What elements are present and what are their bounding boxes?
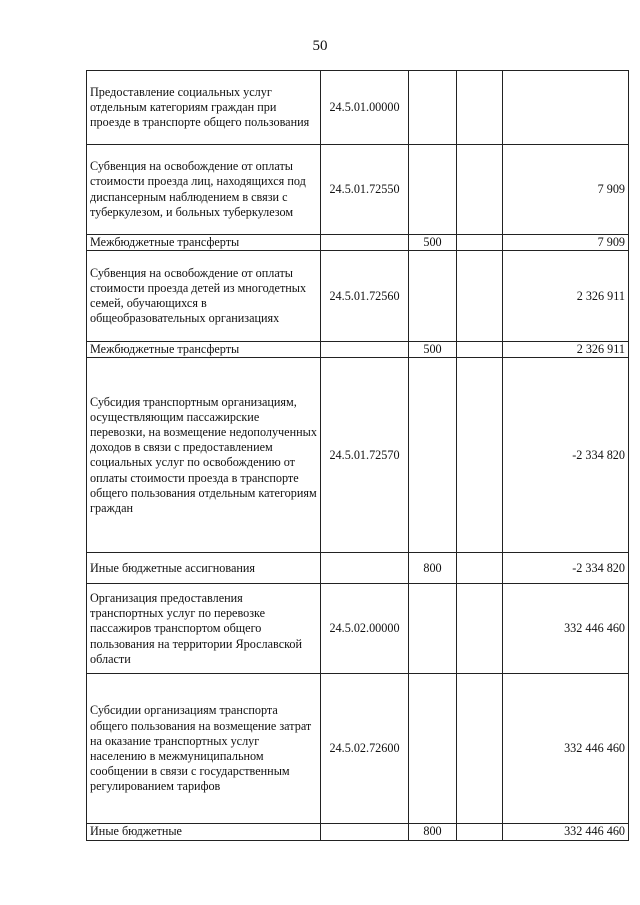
table-row: [87, 145, 629, 235]
page-number: 50: [312, 38, 328, 54]
row-code: [321, 824, 409, 840]
table-row: [87, 584, 629, 674]
row-empty-cell: [457, 584, 503, 674]
row-empty-cell: [457, 824, 503, 840]
row-name: Субвенция на освобождение от оплаты стоимости проезда детей из многодетных семей, обучающихся в общеобразовательных организациях: [87, 251, 321, 342]
row-expense-type: [409, 251, 457, 342]
row-amount: -2 334 820: [503, 553, 629, 584]
row-expense-type: 500: [409, 342, 457, 358]
row-expense-type: [409, 584, 457, 674]
row-empty-cell: [457, 251, 503, 342]
row-name: Иные бюджетные: [87, 824, 321, 840]
row-expense-type: 800: [409, 824, 457, 840]
row-amount: 332 446 460: [503, 584, 629, 674]
table-row: [87, 824, 629, 840]
row-expense-type: [409, 674, 457, 824]
row-code: 24.5.01.72570: [321, 358, 409, 553]
row-expense-type: [409, 145, 457, 235]
row-amount: 7 909: [503, 235, 629, 251]
row-code: [321, 342, 409, 358]
row-code: 24.5.01.72560: [321, 251, 409, 342]
row-code: 24.5.01.00000: [321, 71, 409, 145]
row-name: Субсидия транспортным организациям, осуществляющим пассажирские перевозки, на возмещение недополученных доходов в связи с предоставлением социальных услуг по освобождению от оплаты стоимости проезда в транспорте общего пользования отдельным категориям граждан: [87, 358, 321, 553]
table-row: [87, 553, 629, 584]
row-expense-type: 500: [409, 235, 457, 251]
row-code: [321, 553, 409, 584]
budget-table: [86, 70, 629, 841]
row-empty-cell: [457, 342, 503, 358]
row-code: 24.5.01.72550: [321, 145, 409, 235]
row-amount: 332 446 460: [503, 824, 629, 840]
row-amount: 2 326 911: [503, 251, 629, 342]
row-empty-cell: [457, 674, 503, 824]
table-row: [87, 674, 629, 824]
row-code: [321, 235, 409, 251]
row-name: Организация предоставления транспортных услуг по перевозке пассажиров транспортом общего пользования на территории Ярославской области: [87, 584, 321, 674]
row-code: 24.5.02.00000: [321, 584, 409, 674]
table-row: [87, 342, 629, 358]
row-code: 24.5.02.72600: [321, 674, 409, 824]
row-name: Межбюджетные трансферты: [87, 342, 321, 358]
table-row: [87, 235, 629, 251]
row-name: Субвенция на освобождение от оплаты стоимости проезда лиц, находящихся под диспансерным наблюдением в связи с туберкулезом, и больных туберкулезом: [87, 145, 321, 235]
row-amount: 7 909: [503, 145, 629, 235]
row-expense-type: [409, 358, 457, 553]
row-expense-type: [409, 71, 457, 145]
row-name: Предоставление социальных услуг отдельным категориям граждан при проезде в транспорте общего пользования: [87, 71, 321, 145]
row-name: Межбюджетные трансферты: [87, 235, 321, 251]
row-empty-cell: [457, 553, 503, 584]
row-empty-cell: [457, 358, 503, 553]
row-expense-type: 800: [409, 553, 457, 584]
row-empty-cell: [457, 145, 503, 235]
row-amount: -2 334 820: [503, 358, 629, 553]
table-row: [87, 251, 629, 342]
row-amount: [503, 71, 629, 145]
row-amount: 2 326 911: [503, 342, 629, 358]
row-name: Иные бюджетные ассигнования: [87, 553, 321, 584]
row-empty-cell: [457, 235, 503, 251]
row-name: Субсидии организациям транспорта общего пользования на возмещение затрат на оказание транспортных услуг населению в межмуниципальном сообщении в связи с государственным регулированием тарифов: [87, 674, 321, 824]
row-empty-cell: [457, 71, 503, 145]
table-row: [87, 358, 629, 553]
table-row: [87, 71, 629, 145]
row-amount: 332 446 460: [503, 674, 629, 824]
